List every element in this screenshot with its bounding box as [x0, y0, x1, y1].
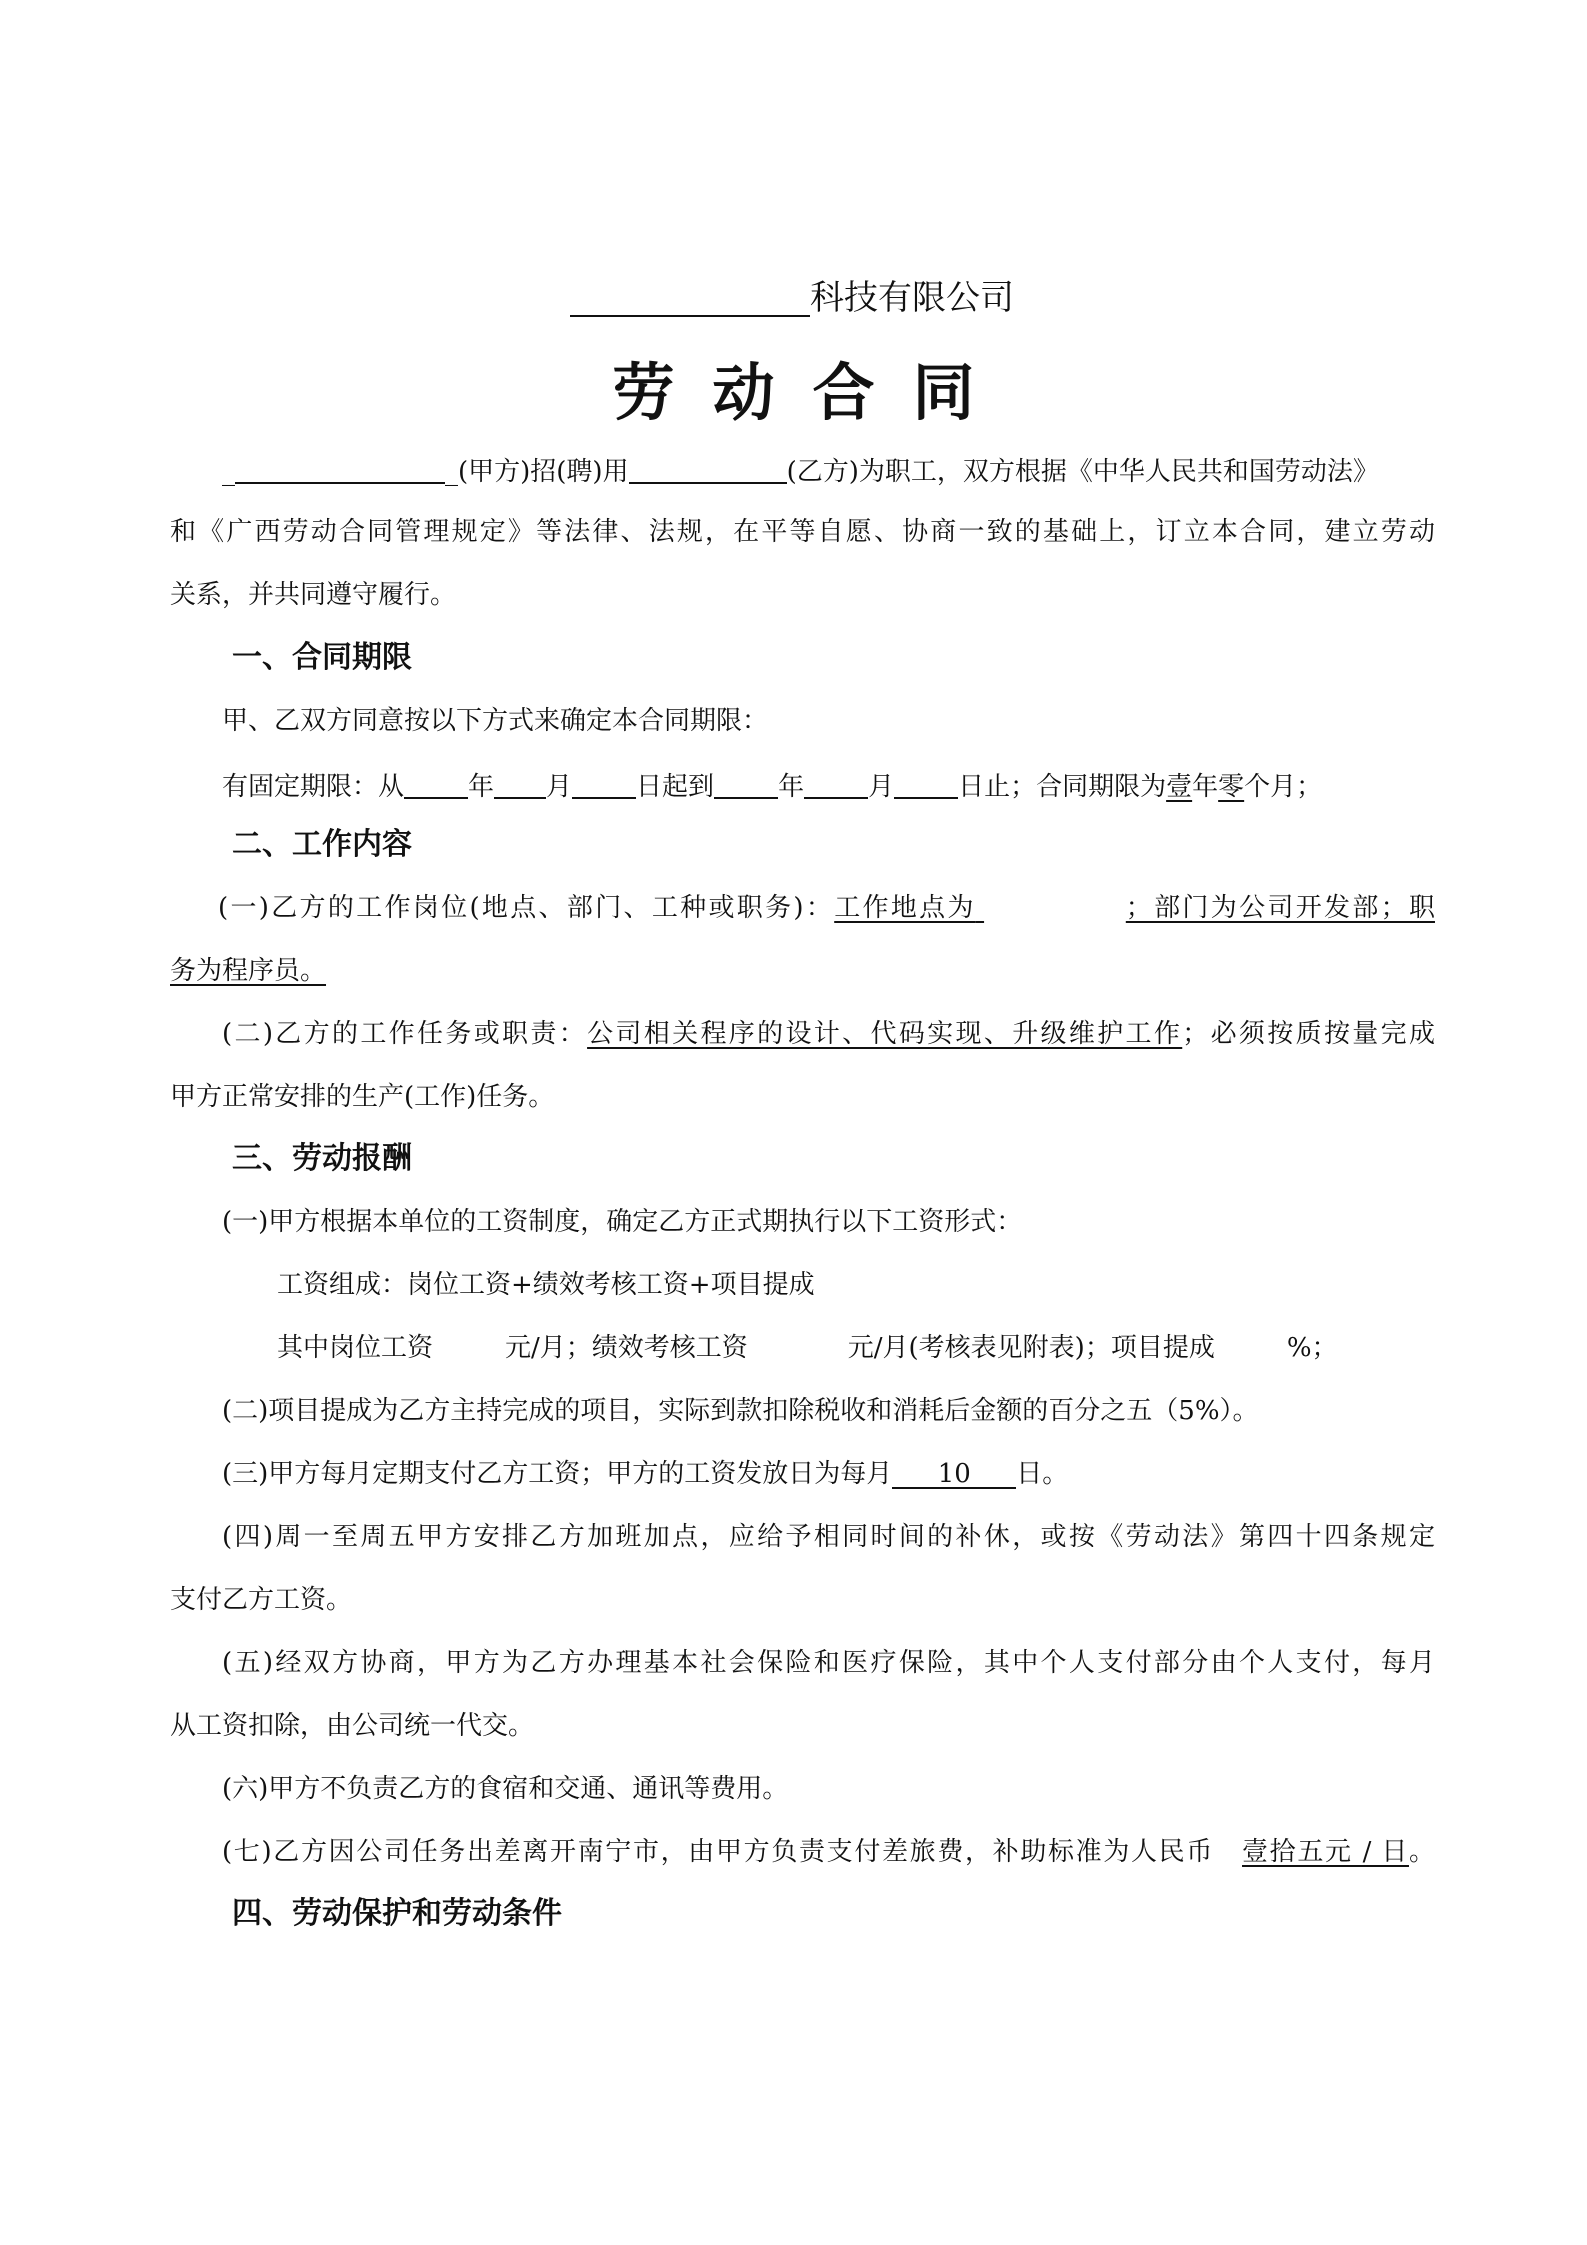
intro-line-1	[222, 456, 1435, 485]
intro-line-3: 关系，并共同遵守履行。	[170, 580, 457, 610]
job-duty-label: (二)乙方的工作任务或职责：	[222, 1019, 588, 1049]
end-day-blank	[894, 771, 958, 799]
commission-unit: %；	[1286, 1333, 1338, 1363]
start-month-blank	[494, 771, 546, 799]
employer-blank	[235, 456, 445, 484]
end-year-label: 年	[778, 772, 805, 802]
pay-day-label: (三)甲方每月定期支付乙方工资；甲方的工资发放日为每月	[222, 1459, 893, 1489]
start-day-label: 日起到	[636, 772, 715, 802]
section-2-p2-line-2: 甲方正常安排的生产(工作)任务。	[170, 1082, 555, 1112]
salary-detail-line	[277, 1335, 1542, 1361]
section-1-term-line	[222, 771, 1435, 800]
section-3-p2: (二)项目提成为乙方主持完成的项目，实际到款扣除税收和消耗后金额的百分之五（5%）。	[222, 1396, 1259, 1426]
start-year-label: 年	[468, 772, 495, 802]
term-months-value: 零	[1218, 772, 1245, 802]
company-suffix: 科技有限公司	[810, 278, 1014, 318]
travel-allowance-end: 。	[1408, 1837, 1435, 1867]
section-3-p6: (六)甲方不负责乙方的食宿和交通、通讯等费用。	[222, 1774, 789, 1804]
section-3-p1: (一)甲方根据本单位的工资制度，确定乙方正式期执行以下工资形式：	[222, 1207, 1023, 1237]
section-3-p5-line-2: 从工资扣除，由公司统一代交。	[170, 1711, 535, 1741]
section-3-p4-line-1: (四)周一至周五甲方安排乙方加班加点，应给予相同时间的补休，或按《劳动法》第四十四条规定	[222, 1522, 1435, 1552]
term-from-label: 有固定期限：从	[222, 772, 405, 802]
section-3-p3	[222, 1461, 1435, 1489]
pay-day-value: 10	[892, 1461, 1016, 1489]
intro-party-b: (乙方)为职工，双方根据《中华人民共和国劳动法》	[786, 457, 1379, 487]
job-duty-text: 公司相关程序的设计、代码实现、升级维护工作	[587, 1019, 1183, 1049]
employer-blank-lead: _	[222, 457, 235, 487]
start-month-label: 月	[546, 772, 573, 802]
end-day-label: 日止；合同期限为	[958, 772, 1167, 802]
pay-day-unit: 日。	[1016, 1459, 1069, 1489]
section-2-p1-line-1	[218, 895, 1435, 921]
end-month-label: 月	[868, 772, 895, 802]
intro-line-2: 和《广西劳动合同管理规定》等法律、法规，在平等自愿、协商一致的基础上，订立本合同，建立劳动	[170, 517, 1435, 547]
start-year-blank	[404, 771, 468, 799]
section-3-p7	[222, 1839, 1435, 1865]
employee-blank	[629, 456, 787, 484]
section-2-heading: 二、工作内容	[232, 827, 412, 862]
intro-party-a: _(甲方)招(聘)用	[445, 457, 629, 487]
document-title: 劳动合同	[612, 356, 1013, 429]
department-text: ；部门为公司开发部；职	[1125, 893, 1435, 923]
travel-allowance-label: (七)乙方因公司任务出差离开南宁市，由甲方负责支付差旅费，补助标准为人民币	[222, 1837, 1215, 1867]
term-months-unit: 个月；	[1244, 772, 1323, 802]
company-name-blank	[570, 281, 810, 317]
end-year-blank	[714, 771, 778, 799]
end-month-blank	[804, 771, 868, 799]
travel-allowance-value: 壹拾五元 / 日	[1242, 1837, 1409, 1867]
start-day-blank	[572, 771, 636, 799]
commission-label: 元/月(考核表见附表)；项目提成	[847, 1333, 1215, 1363]
section-3-p5-line-1: (五)经双方协商，甲方为乙方办理基本社会保险和医疗保险，其中个人支付部分由个人支付，每月	[222, 1648, 1435, 1678]
salary-composition: 工资组成：岗位工资+绩效考核工资+项目提成	[277, 1270, 815, 1300]
job-title-text: 务为程序员。	[170, 956, 327, 986]
company-name-line	[570, 270, 1014, 319]
section-3-p4-line-2: 支付乙方工资。	[170, 1585, 353, 1615]
term-years-unit: 年	[1192, 772, 1219, 802]
term-years-value: 壹	[1166, 772, 1193, 802]
section-4-heading: 四、劳动保护和劳动条件	[232, 1896, 562, 1931]
performance-salary-label: 元/月；绩效考核工资	[505, 1333, 748, 1363]
section-1-p1: 甲、乙双方同意按以下方式来确定本合同期限：	[222, 706, 769, 736]
section-1-heading: 一、合同期限	[232, 640, 412, 675]
job-position-label: (一)乙方的工作岗位(地点、部门、工种或职务)：	[218, 893, 835, 923]
section-2-p1-line-2	[170, 958, 1435, 984]
base-salary-label: 其中岗位工资	[277, 1333, 434, 1363]
section-2-p2-line-1	[222, 1021, 1435, 1047]
work-location-label: 工作地点为	[834, 893, 976, 923]
job-duty-requirement: ；必须按质按量完成	[1182, 1019, 1435, 1049]
work-location-blank	[976, 895, 1126, 921]
section-3-heading: 三、劳动报酬	[232, 1141, 412, 1176]
